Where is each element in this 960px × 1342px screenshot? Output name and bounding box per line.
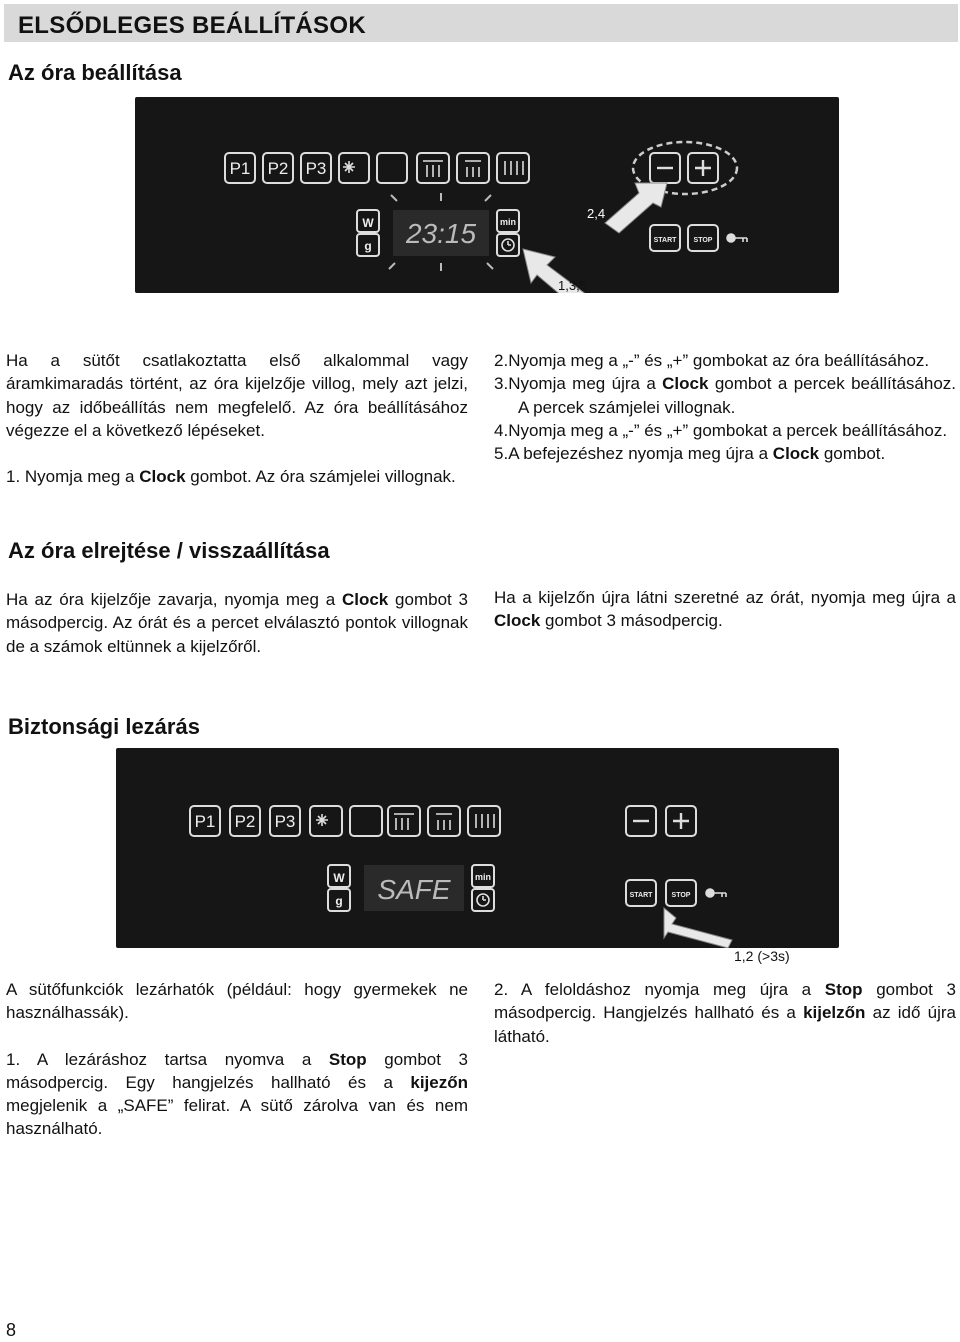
step1-bold: Clock <box>139 467 186 487</box>
display-time: 23:15 <box>405 218 477 249</box>
p1-label: P1 <box>229 159 251 178</box>
g-label: g <box>364 239 372 253</box>
p2-label: P2 <box>267 159 289 178</box>
control-panel-safe-drawing <box>116 748 839 948</box>
top-heat-icon <box>436 814 452 830</box>
top-heat-icon <box>465 161 481 177</box>
start-label: START <box>629 892 653 899</box>
grill-icon <box>423 161 443 177</box>
grill-button[interactable] <box>388 806 420 836</box>
snowflake-icon <box>343 161 355 173</box>
section-title-safety-lock: Biztonsági lezárás <box>8 714 200 739</box>
hide-clock-right: Ha a kijelzőn újra látni szeretné az órát, nyomja meg újra a Clock gombot 3 másodpercig. <box>494 588 956 631</box>
p1-label: P1 <box>194 812 216 831</box>
bottom-heat-button[interactable] <box>497 153 529 183</box>
step5: 5.A befejezéshez nyomja meg újra a Clock gombot. <box>494 444 886 464</box>
p2-label: P2 <box>234 812 256 831</box>
safety-left: A sütőfunkciók lezárhatók (például: hogy gyermekek ne használhassák). 1. A lezáráshoz tartsa nyomva a Stop gombot 3 másodpercig. Egy hangjelzés hallható és a kijezőn megjelenik a „SAFE” felirat. A sütő zárolva van és nem használható. <box>6 980 469 1139</box>
callout-safe: 1,2 (>3s) <box>734 948 790 964</box>
key-shaft-icon <box>735 238 747 242</box>
key-icon <box>706 889 714 897</box>
clock-steps-column <box>494 349 956 465</box>
display-safe: SAFE <box>377 874 451 905</box>
bottom-heat-button[interactable] <box>468 806 500 836</box>
callout-2-4: 2,4 <box>587 206 606 221</box>
stop-label: STOP <box>671 892 691 899</box>
snowflake-icon <box>316 814 328 826</box>
step2: 2.Nyomja meg a „-” és „+” gombokat az óra beállításához. <box>494 351 930 370</box>
grill-icon <box>394 814 414 830</box>
key-icon <box>727 234 735 242</box>
clock-hands-icon <box>508 241 511 245</box>
section-title-clock: Az óra beállítása <box>8 60 182 85</box>
step4: 4.Nyomja meg a „-” és „+” gombokat a percek beállításához. <box>494 420 948 440</box>
step1-pre: 1. Nyomja meg a <box>6 467 140 487</box>
bottom-heat-icon <box>505 161 523 175</box>
step1-post: gombot. Az óra számjelei villognak. <box>185 467 456 487</box>
min-label: min <box>474 872 492 882</box>
bottom-heat-icon <box>476 814 494 828</box>
control-panel-clock <box>135 97 839 293</box>
clock-hands-icon <box>483 896 486 900</box>
defrost-button[interactable] <box>310 806 342 836</box>
weight-defrost-button[interactable] <box>377 153 407 183</box>
w-label: W <box>333 871 345 885</box>
page-title: ELSŐDLEGES BEÁLLÍTÁSOK <box>18 12 366 39</box>
step3: 3.Nyomja meg újra a Clock gombot a percek beállításához. A percek számjelei villognak. <box>494 374 957 417</box>
key-shaft-icon <box>714 893 726 897</box>
control-panel-drawing <box>135 97 839 293</box>
start-label: START <box>653 237 677 244</box>
safety-right: 2. A feloldáshoz nyomja meg újra a Stop gombot 3 másodpercig. Hangjelzés hallható és a kijelzőn az idő újra látható. <box>494 980 956 1046</box>
p3-label: P3 <box>305 159 327 178</box>
section-title-hide-clock: Az óra elrejtése / visszaállítása <box>8 538 330 563</box>
hide-clock-left: Ha az óra kijelzője zavarja, nyomja meg a Clock gombot 3 másodpercig. Az órát és a percet elválasztó pontok villognak de a számok eltünnek a kijelzőről. <box>6 590 468 656</box>
g-label: g <box>335 894 343 908</box>
callout-1-3-5: 1,3,5 <box>558 278 587 293</box>
clock-intro: Ha a sütőt csatlakoztatta első alkalommal vagy áramkimaradás történt, az óra kijelzője villog, mely azt jelzi, hogy az időbeállítás nem megfelelő. Az óra beállításához végezze el a következő lépéseket. <box>6 351 468 440</box>
arrow-to-stop <box>664 908 732 948</box>
header-banner <box>4 4 958 42</box>
page-number: 8 <box>6 1320 17 1340</box>
stop-label: STOP <box>693 237 713 244</box>
control-panel-safe <box>116 748 839 948</box>
plus-icon <box>695 160 711 176</box>
weight-defrost-button[interactable] <box>350 806 382 836</box>
plus-icon <box>673 813 689 829</box>
w-label: W <box>362 216 374 230</box>
defrost-button[interactable] <box>339 153 369 183</box>
clock-intro-column <box>6 349 468 488</box>
p3-label: P3 <box>274 812 296 831</box>
min-label: min <box>499 217 517 227</box>
